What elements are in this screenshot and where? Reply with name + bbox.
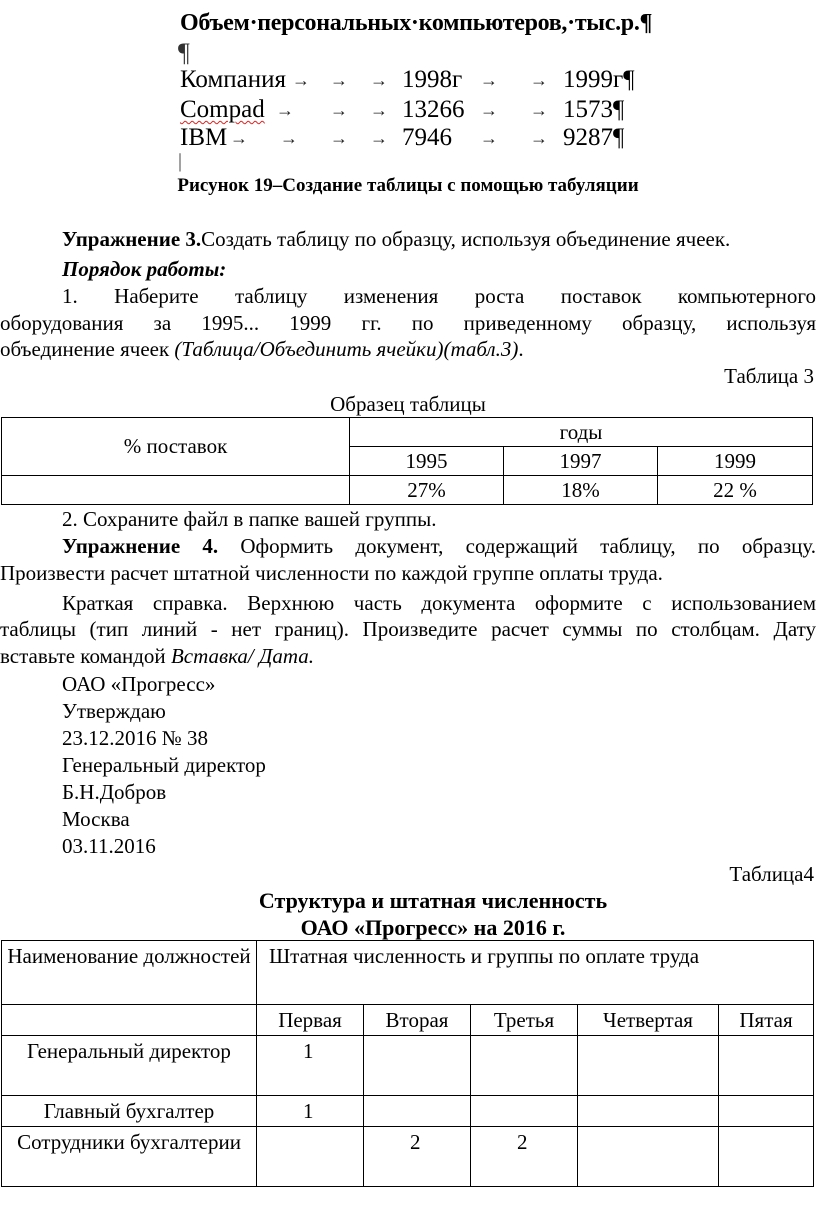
order-label-text: Порядок работы: [62,257,227,281]
tab-cell-year1: 1998г [402,66,463,93]
note-line2: таблицы (тип линий - нет границ). Произведите расчет суммы по столбцам. Дату [0,617,816,641]
header-order: 23.12.2016 № 38 [62,726,209,750]
note-line3-plain: вставьте командой [0,644,171,668]
table4-cell: 1 [257,1036,364,1096]
figure-title: Объем·персональных·компьютеров,·тыс.р.¶ [180,10,653,36]
table4-group-header: Штатная численность и группы по оплате труда [257,941,814,1005]
table4-label: Таблица4 [729,862,814,886]
exercise4-line1 [62,532,816,560]
table4-cell: 2 [471,1127,578,1187]
table4-cell [257,1127,364,1187]
tab-arrow-icon: → [480,128,498,148]
text-cursor-icon: | [178,150,183,172]
table4-empty-cell [2,1005,257,1036]
table3-value: 22 % [658,476,813,505]
tab-cell-year1: 7946 [402,124,452,151]
table4-cell: 2 [364,1127,471,1187]
exercise4-text: Оформить документ, содержащий таблицу, по образцу. [218,534,816,558]
table4-row-name: Главный бухгалтер [2,1096,257,1127]
table3-label: Таблица 3 [724,364,814,388]
tab-cell-year2: 9287¶ [563,124,625,151]
header-approve: Утверждаю [62,699,166,723]
exercise4-line2: Произвести расчет штатной численности по каждой группе оплаты труда. [0,561,663,585]
tab-arrow-icon: → [480,100,498,120]
exercise3-label: Упражнение 3. [62,227,202,251]
table4-cell [719,1096,814,1127]
header-company: ОАО «Прогресс» [62,672,216,696]
tab-arrow-icon: → [330,100,348,120]
table3-year: 1997 [504,447,658,476]
table3-group-header: годы [350,418,813,447]
table3-empty-cell [2,476,350,505]
tab-arrow-icon: → [530,70,548,90]
table4-title-line2: ОАО «Прогресс» на 2016 г. [300,915,566,940]
table4-cell [364,1036,471,1096]
table3-year: 1995 [350,447,504,476]
table4-group: Вторая [364,1005,471,1036]
sample-table [1,417,813,505]
tab-cell-year1: 13266 [402,96,465,123]
note-line3 [0,642,816,670]
step1-line3 [0,335,816,363]
note-line3-italic: Вставка/ Дата. [170,644,315,668]
table3-title: Образец таблицы [330,392,486,416]
table4-group: Третья [471,1005,578,1036]
tab-arrow-icon: → [330,128,348,148]
step1-line3-plain: объединение ячеек [0,337,175,361]
table4-row-name: Сотрудники бухгалтерии [2,1127,257,1187]
exercise3-text: Создать таблицу по образцу, используя объединение ячеек. [201,227,731,251]
tab-arrow-icon: → [370,128,388,148]
tab-arrow-icon: → [480,70,498,90]
tab-arrow-icon: → [280,128,298,148]
staff-table [1,940,814,1187]
table4-cell [578,1127,719,1187]
tab-arrow-icon: → [370,100,388,120]
tab-arrow-icon: → [330,70,348,90]
tab-arrow-icon: → [530,100,548,120]
tab-cell-company: IBM [180,124,228,151]
table4-cell [364,1096,471,1127]
header-city: Москва [62,807,130,831]
table4-group: Пятая [719,1005,814,1036]
table4-group: Четвертая [578,1005,719,1036]
table3-row-header: % поставок [2,418,350,476]
pilcrow-mark: ¶ [178,38,190,67]
tab-arrow-icon: → [530,128,548,148]
exercise4-label: Упражнение 4. [62,534,219,558]
table4-cell [578,1036,719,1096]
table4-title-line1: Структура и штатная численность [258,888,608,913]
tab-arrow-icon: → [370,70,388,90]
step1-line3-end: . [518,337,524,361]
step1-line3-italic: (Таблица/Объединить ячейки)(табл.3) [174,337,519,361]
tab-arrow-icon: → [292,70,310,90]
table3-value: 27% [350,476,504,505]
step2: 2. Сохраните файл в папке вашей группы. [62,507,437,531]
step1-line2: оборудования за 1995... 1999 гг. по приведенному образцу, используя [0,311,816,335]
figure-caption: Рисунок 19–Создание таблицы с помощью табуляции [177,175,639,196]
tab-arrow-icon: → [276,100,294,120]
tab-arrow-icon: → [230,128,248,148]
table4-cell [471,1036,578,1096]
table3-year: 1999 [658,447,813,476]
tab-cell-year2: 1573¶ [563,96,625,123]
header-signatory: Б.Н.Добров [62,780,167,804]
table4-row-name: Генеральный директор [2,1036,257,1096]
table4-col-header: Наименование должностей [2,941,257,1005]
tab-cell-company: Compad [180,96,265,123]
header-date: 03.11.2016 [62,834,156,858]
header-position: Генеральный директор [62,753,266,777]
tab-cell-year2: 1999г¶ [563,66,635,93]
table3-value: 18% [504,476,658,505]
table4-cell [719,1127,814,1187]
table4-cell: 1 [257,1096,364,1127]
step1-line1: 1. Наберите таблицу изменения роста поставок компьютерного [62,284,816,308]
note-line1: Краткая справка. Верхнюю часть документа оформите с использованием [62,591,816,615]
exercise3-heading [62,225,816,253]
order-label [62,255,816,283]
table4-cell [578,1096,719,1127]
tab-cell-company: Компания [180,66,287,93]
table4-cell [471,1096,578,1127]
table4-cell [719,1036,814,1096]
table4-group: Первая [257,1005,364,1036]
